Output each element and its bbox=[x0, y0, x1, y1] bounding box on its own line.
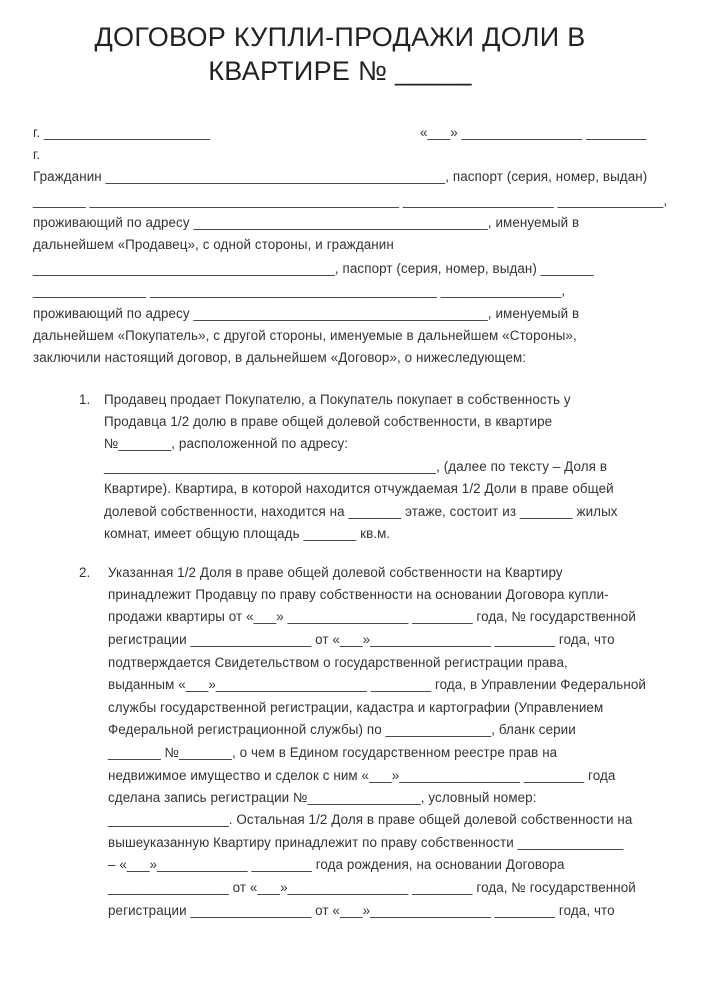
clause-1-line: Продавец продает Покупателю, а Покупатель покупает в собственность у bbox=[104, 392, 571, 407]
clause-2-line: сделана запись регистрации №_______________, условный номер: bbox=[108, 790, 537, 805]
clause-2-line: Федеральной регистрационной службы) по ______________, бланк серии bbox=[108, 722, 576, 737]
city-line: г. ______________________ bbox=[33, 125, 211, 140]
title-line-1: ДОГОВОР КУПЛИ-ПРОДАЖИ ДОЛИ В bbox=[94, 22, 586, 52]
clause-1-line: Квартире). Квартира, в которой находится отчуждаемая 1/2 Доли в праве общей bbox=[104, 481, 614, 496]
clause-2-line: подтверждается Свидетельством о государственной регистрации права, bbox=[108, 655, 568, 670]
seller-role-line: дальнейшем «Продавец», с одной стороны, и гражданин bbox=[33, 237, 394, 252]
clause-2-line: недвижимое имущество и сделок с ним «___»________________ ________ года bbox=[108, 768, 616, 783]
buyer-role-line: дальнейшем «Покупатель», с другой стороны, именуемые в дальнейшем «Стороны», bbox=[33, 328, 577, 343]
clause-2-line: регистрации ________________ от «___»________________ ________ года, что bbox=[108, 632, 615, 647]
clause-2-line: выданным «___»____________________ ________ года, в Управлении Федеральной bbox=[108, 677, 647, 692]
clause-2-number: 2. bbox=[79, 565, 91, 580]
clause-2-line: ________________ от «___»________________ ________ года, № государственной bbox=[108, 880, 636, 895]
agreement-intro-line: заключили настоящий договор, в дальнейшем «Договор», о нижеследующем: bbox=[33, 350, 527, 365]
clause-1-line: долевой собственности, находится на _______ этаже, состоит из _______ жилых bbox=[104, 504, 618, 519]
buyer-citizen-line: ________________________________________, паспорт (серия, номер, выдан) _______ bbox=[33, 261, 594, 276]
seller-passport-line: _______ _________________________________________ ____________________ ______________, bbox=[33, 193, 668, 208]
clause-1-line: ____________________________________________, (далее по тексту – Доля в bbox=[104, 459, 608, 474]
clause-2-line: службы государственной регистрации, кадастра и картографии (Управлением bbox=[108, 700, 604, 715]
title-line-2: КВАРТИРЕ № _____ bbox=[208, 56, 472, 86]
clause-1-line: №_______, расположенной по адресу: bbox=[104, 436, 349, 451]
buyer-passport-line: _______________ ______________________________________ ________________, bbox=[33, 283, 566, 298]
clause-2-line: принадлежит Продавцу по праву собственности на основании Договора купли- bbox=[108, 587, 609, 602]
clause-2-line: регистрации ________________ от «___»________________ ________ года, что bbox=[108, 903, 615, 918]
clause-2-line: – «___»____________ ________ года рождения, на основании Договора bbox=[108, 857, 565, 872]
seller-address-line: проживающий по адресу _______________________________________, именуемый в bbox=[33, 215, 580, 230]
clause-1-line: комнат, имеет общую площадь _______ кв.м. bbox=[104, 526, 391, 541]
contract-date-line: «___» ________________ ________ bbox=[420, 125, 647, 140]
clause-2-line: _______ №_______, о чем в Едином государственном реестре прав на bbox=[108, 745, 558, 760]
document-title bbox=[0, 20, 680, 88]
clause-1-number: 1. bbox=[79, 392, 91, 407]
seller-citizen-line: Гражданин _____________________________________________, паспорт (серия, номер, выдан) bbox=[33, 169, 648, 184]
clause-2-line: вышеуказанную Квартиру принадлежит по праву собственности ______________ bbox=[108, 835, 624, 850]
clause-2-line: продажи квартиры от «___» ________________ ________ года, № государственной bbox=[108, 609, 636, 624]
clause-1-line: Продавца 1/2 долю в праве общей долевой собственности, в квартире bbox=[104, 414, 553, 429]
clause-2-line: Указанная 1/2 Доля в праве общей долевой собственности на Квартиру bbox=[108, 565, 563, 580]
clause-2-line: ________________. Остальная 1/2 Доля в праве общей долевой собственности на bbox=[108, 812, 633, 827]
city-label: г. bbox=[33, 147, 41, 162]
buyer-address-line: проживающий по адресу _______________________________________, именуемый в bbox=[33, 306, 580, 321]
